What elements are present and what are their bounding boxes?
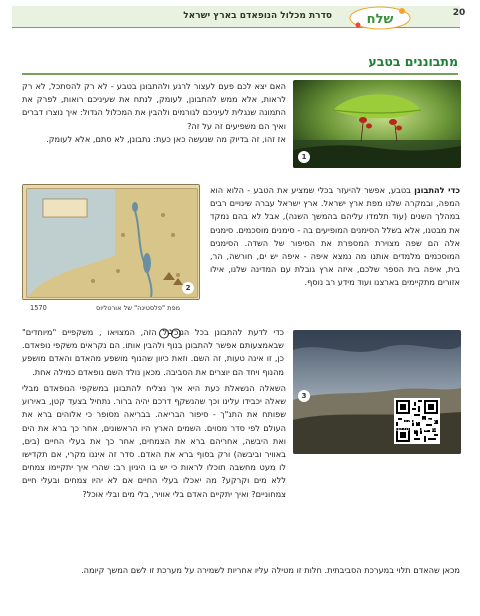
ants-photo-graphic — [293, 80, 461, 168]
figure-badge-1: 1 — [298, 151, 310, 163]
title-divider — [22, 73, 458, 75]
figure-badge-2: 2 — [182, 282, 194, 294]
glasses-icon — [158, 328, 182, 339]
paragraph-map-lead: כדי להתבונן — [414, 185, 460, 195]
series-title: סדרת מכלול הנופאדם בארץ ישראל — [183, 11, 332, 21]
series-logo — [346, 5, 416, 31]
logo-text: שלח — [366, 12, 394, 27]
map-caption-year: 1570 — [30, 304, 47, 312]
paragraph-conclusion — [22, 564, 460, 577]
photo-credit — [395, 418, 436, 434]
paragraph-map — [210, 184, 460, 290]
ants-photo — [293, 80, 461, 168]
paragraph-glasses — [22, 326, 284, 379]
paragraph-intro — [22, 80, 286, 146]
map-caption: מפת "פלסטינה" של אורטליוס — [96, 304, 181, 312]
paragraph-conclusion-text: מכאן שהאדם תלוי במערכת הסביבתית. חלות זו מטילה עליו אחריות לשמירה על מערכת זו לשם המשך קיומה. — [81, 565, 460, 575]
photo-credit-line2: מרשת אורטליוס — [395, 426, 436, 433]
photo-credit-line1: צילום: הגולן — [405, 418, 436, 425]
figure-badge-3: 3 — [298, 390, 310, 402]
page-header — [0, 0, 480, 34]
paragraph-creation-text: השאלה הנשאלת כעת היא איך נצליח להתבונן במשקפי הנופאדם מבלי שאלה יכבידו עלינו וכך שהנשקף דרכם יהיה ברור. נתחיל בצעד קטן, באירוע שפותח את התנ"ך - סיפור הבריאה. בבריאה מסופר כי אלוהים ברא את העולם לפי סדר מסוים. השמים הארץ היו הראשונים, אחר כך ברא את הים ואת היבשה, אחריהם ברא את הצמחים, אחר כך את בעלי החיים (בים, באוויר וביבשה) ורק בסוף ברא את האדם. סדר זה איננו מקרי, אם תקדישו לו מעט מחשבה תוכלו לראות כי יש בו היגיון רב: שהרי איך יתקיימו צמחים ללא מים וקרקע? מה יאכלו בעלי החיים אם לא יהיו צמחים ובעלי חיים צמחוניים? ואיך יתקיים האדם בלי אוויר, בלי מים ובלי אוכל? — [22, 383, 286, 499]
page-number: 20 — [452, 8, 466, 18]
paragraph-intro-tail: אז זהו, זה בדיוק מה שנעשה כאן כעת: נתבונן, לא סתם, אלא לעומק. — [46, 133, 286, 144]
paragraph-map-text: בטבע, אפשר להיעזר בכלי שמציע את הטבע - הלוא הוא המפה, ובמקרה שלנו מפת ארץ ישראל. ארץ ישראל עברה שינויים רבים במהלך השנים (עוד תלמדו עליהם בהמשך השנה), אבל לא בהם נמקד את מבטנו, אלא בשלל הסימנים המופיעים בה - סימנים מוסכמים. סימנים אלה הם שפה מצוירת המספרת את הסיפור של השדה. הסימנים המוסכמים מלמדים אותנו מה נמצא איפה - איפה יש ים, חורשה, הר, בית, איפה בית הספר שלכם, איזה ארץ גובלת עם המדינה שלנו, אילו אזורים מתקיימים בארצנו ועוד מידע רב נוסף. — [210, 185, 460, 288]
ortelius-map-image — [22, 184, 200, 300]
paragraph-intro-text: האם יצא לכם פעם לעצור לרגע ולהתבונן בטבע - לא רק להסתכל, לא רק לראות, אלא ממש להתבונן, לעומק, לנתח את שעיניכם רואות, לפרק את התמונה שנגלית לעיניכם לגורמים ולהבין את המכלול הגדול: איך נוצרו דברים ואיך הם משפיעים זה על זה? — [22, 81, 286, 131]
paragraph-glasses-text: כדי לדעת להתבונן בכל המכלול הזה, המצויאו , משקפיים "מיוחדים" שבאמצעותם אפשר להתבונן בנוף ולהבין אותו. הם נקראים משקפי נופאדם. כן, זו אינה טעות, זה השם. וזאת כיוון שהנוף מושפע מהאדם והאדם מושפע מהנוף ויחד הם יוצרים את הסביבה. מכאן נולד השם נופאדם כמילה אחת. — [22, 327, 284, 377]
paragraph-creation-upper — [22, 382, 286, 501]
section-title: מתבוננים בטבע — [368, 54, 458, 69]
ortelius-map-graphic — [23, 185, 200, 300]
